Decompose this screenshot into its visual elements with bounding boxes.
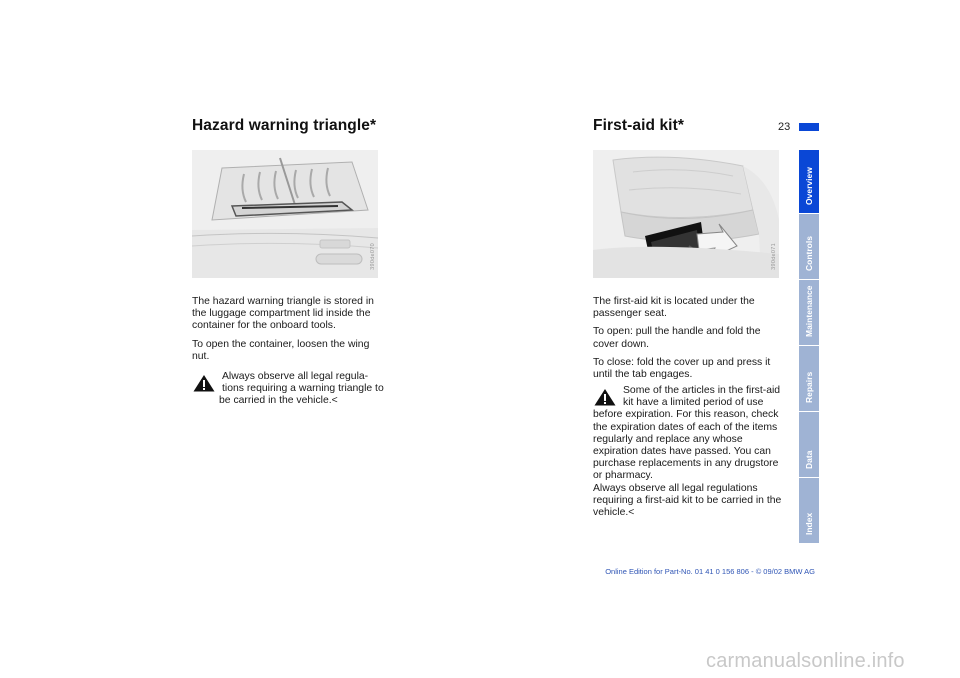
warning-icon	[593, 387, 617, 407]
tab-index[interactable]	[799, 478, 819, 543]
footer-edition-note: Online Edition for Part-No. 01 41 0 156 806 - © 09/02 BMW AG	[605, 567, 815, 576]
page-number: 23	[778, 121, 791, 133]
hazard-triangle-image	[192, 150, 378, 278]
tab-label: Overview	[804, 167, 814, 205]
hazard-triangle-text	[192, 296, 384, 369]
warning-icon	[192, 373, 216, 393]
first-aid-image	[593, 150, 779, 278]
tab-controls[interactable]	[799, 214, 819, 279]
tab-label: Maintenance	[804, 285, 814, 337]
watermark-text[interactable]: carmanualsonline.info	[706, 650, 905, 672]
first-aid-warning	[593, 385, 785, 519]
paragraph: The first-aid kit is located under the passenger seat.	[593, 296, 755, 320]
first-aid-heading: First-aid kit*	[593, 117, 684, 134]
paragraph: To close: fold the cover up and press it until the tab engages.	[593, 356, 771, 381]
tab-label: Data	[804, 450, 814, 469]
paragraph: To open the container, loosen the wing nut.	[192, 338, 370, 362]
hazard-triangle-heading: Hazard warning triangle*	[192, 117, 377, 134]
warning-text: Some of the articles in the first-aid kit have a limited period of use before expiration. For this reason, check the expiration dates of each of the items regularly and replace any whose expiration dates have passed. You can purchase replacements in any drugstore or pharmacy. Always observe all legal regulations requiring a first-aid kit to be carried in the vehicle.<	[593, 385, 782, 519]
warning-text: Always observe all legal regula-tions requiring a warning triangle to be carried in the vehicle.<	[219, 371, 384, 407]
tab-label: Index	[804, 512, 814, 535]
tab-label: Controls	[804, 236, 814, 271]
tab-data[interactable]	[799, 412, 819, 477]
first-aid-text	[593, 296, 785, 387]
tab-maintenance[interactable]	[799, 280, 819, 345]
image-code: 390de071	[771, 243, 777, 270]
page-marker	[799, 123, 819, 131]
tab-overview[interactable]	[799, 150, 819, 213]
tab-repairs[interactable]	[799, 346, 819, 411]
image-code: 390de070	[370, 243, 376, 270]
paragraph: The hazard warning triangle is stored in the luggage compartment lid inside the container for the onboard tools.	[192, 296, 374, 332]
tab-label: Repairs	[804, 371, 814, 403]
hazard-triangle-warning	[192, 371, 384, 408]
paragraph: To open: pull the handle and fold the cover down.	[593, 326, 761, 350]
